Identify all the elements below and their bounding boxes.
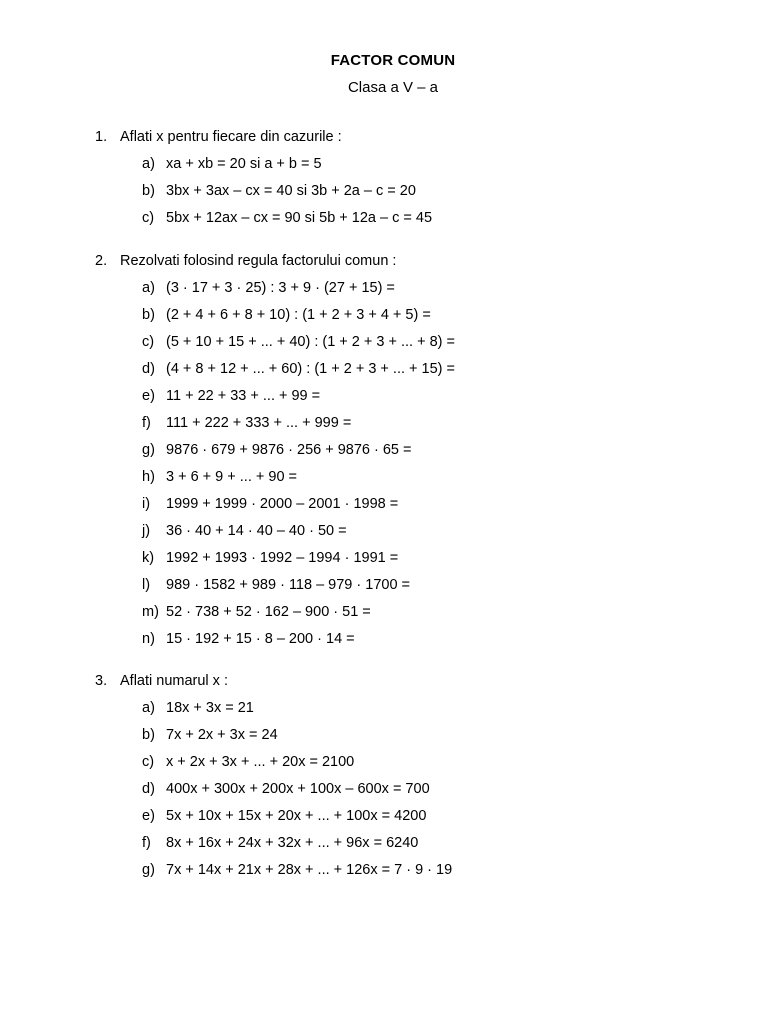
item-text: 400x + 300x + 200x + 100x – 600x = 700 bbox=[166, 781, 430, 797]
exercise-item bbox=[142, 835, 418, 851]
exercise-item bbox=[142, 550, 398, 566]
item-letter: k) bbox=[142, 550, 155, 566]
item-letter: a) bbox=[142, 700, 155, 716]
item-text: 7x + 2x + 3x = 24 bbox=[166, 727, 278, 743]
item-text: 9876 · 679 + 9876 · 256 + 9876 · 65 = bbox=[166, 442, 412, 458]
item-letter: d) bbox=[142, 781, 155, 797]
item-letter: f) bbox=[142, 415, 151, 431]
exercise-item bbox=[142, 781, 430, 797]
exercise-item bbox=[142, 577, 410, 593]
item-text: 5bx + 12ax – cx = 90 si 5b + 12a – c = 45 bbox=[166, 210, 433, 226]
item-letter: c) bbox=[142, 754, 155, 770]
exercise-item bbox=[142, 442, 412, 458]
exercise-item bbox=[142, 727, 278, 743]
exercise-item bbox=[142, 361, 455, 377]
exercise-item bbox=[142, 523, 347, 539]
section-heading-text: Rezolvati folosind regula factorului comun : bbox=[120, 253, 397, 269]
exercise-item bbox=[142, 631, 355, 647]
item-letter: f) bbox=[142, 835, 151, 851]
item-letter: h) bbox=[142, 469, 155, 485]
item-letter: c) bbox=[142, 334, 155, 350]
exercise-item bbox=[142, 156, 322, 172]
section-number: 3. bbox=[95, 673, 108, 689]
item-text: 3bx + 3ax – cx = 40 si 3b + 2a – c = 20 bbox=[166, 183, 416, 199]
item-text: x + 2x + 3x + ... + 20x = 2100 bbox=[166, 754, 355, 770]
item-letter: e) bbox=[142, 808, 155, 824]
item-letter: c) bbox=[142, 210, 155, 226]
item-letter: b) bbox=[142, 727, 155, 743]
section-heading-text: Aflati numarul x : bbox=[120, 673, 228, 689]
item-letter: b) bbox=[142, 183, 155, 199]
item-text: 36 · 40 + 14 · 40 – 40 · 50 = bbox=[166, 523, 347, 539]
item-letter: g) bbox=[142, 862, 155, 878]
item-letter: a) bbox=[142, 280, 155, 296]
item-text: 18x + 3x = 21 bbox=[166, 700, 254, 716]
section-1-heading bbox=[95, 129, 342, 145]
exercise-item bbox=[142, 604, 371, 620]
item-text: 1999 + 1999 · 2000 – 2001 · 1998 = bbox=[166, 496, 399, 512]
exercise-item bbox=[142, 280, 395, 296]
item-letter: m) bbox=[142, 604, 159, 620]
item-text: 5x + 10x + 15x + 20x + ... + 100x = 4200 bbox=[166, 808, 427, 824]
item-text: (4 + 8 + 12 + ... + 60) : (1 + 2 + 3 + ... + 15) = bbox=[166, 361, 455, 377]
exercise-item bbox=[142, 183, 416, 199]
item-letter: j) bbox=[142, 523, 151, 539]
page-subtitle: Clasa a V – a bbox=[347, 79, 439, 96]
exercise-item bbox=[142, 496, 398, 512]
exercise-item bbox=[142, 415, 351, 431]
section-heading-text: Aflati x pentru fiecare din cazurile : bbox=[120, 129, 342, 145]
exercise-item bbox=[142, 210, 432, 226]
item-text: 1992 + 1993 · 1992 – 1994 · 1991 = bbox=[166, 550, 399, 566]
section-number: 1. bbox=[95, 129, 108, 145]
page-title: FACTOR COMUN bbox=[330, 52, 456, 69]
exercise-item bbox=[142, 754, 354, 770]
item-text: 111 + 222 + 333 + ... + 999 = bbox=[166, 415, 352, 431]
exercise-item bbox=[142, 388, 320, 404]
item-text: 3 + 6 + 9 + ... + 90 = bbox=[166, 469, 298, 485]
exercise-item bbox=[142, 334, 455, 350]
item-text: (3 · 17 + 3 · 25) : 3 + 9 · (27 + 15) = bbox=[166, 280, 395, 296]
exercise-item bbox=[142, 307, 431, 323]
item-letter: g) bbox=[142, 442, 155, 458]
section-number: 2. bbox=[95, 253, 108, 269]
exercise-item bbox=[142, 700, 254, 716]
item-letter: n) bbox=[142, 631, 155, 647]
exercise-item bbox=[142, 862, 452, 878]
item-text: (5 + 10 + 15 + ... + 40) : (1 + 2 + 3 + ... + 8) = bbox=[166, 334, 455, 350]
item-letter: b) bbox=[142, 307, 155, 323]
section-2-heading bbox=[95, 253, 396, 269]
item-letter: i) bbox=[142, 496, 151, 512]
item-letter: a) bbox=[142, 156, 155, 172]
item-text: 989 · 1582 + 989 · 118 – 979 · 1700 = bbox=[166, 577, 411, 593]
item-text: (2 + 4 + 6 + 8 + 10) : (1 + 2 + 3 + 4 + 5) = bbox=[166, 307, 431, 323]
item-text: 11 + 22 + 33 + ... + 99 = bbox=[166, 388, 321, 404]
item-text: 15 · 192 + 15 · 8 – 200 · 14 = bbox=[166, 631, 355, 647]
item-text: 8x + 16x + 24x + 32x + ... + 96x = 6240 bbox=[166, 835, 419, 851]
section-3-heading bbox=[95, 673, 228, 689]
item-letter: e) bbox=[142, 388, 155, 404]
item-text: 52 · 738 + 52 · 162 – 900 · 51 = bbox=[166, 604, 371, 620]
item-letter: l) bbox=[142, 577, 151, 593]
item-letter: d) bbox=[142, 361, 155, 377]
exercise-item bbox=[142, 469, 297, 485]
item-text: 7x + 14x + 21x + 28x + ... + 126x = 7 · 9 · 19 bbox=[166, 862, 453, 878]
item-text: xa + xb = 20 si a + b = 5 bbox=[166, 156, 322, 172]
exercise-item bbox=[142, 808, 426, 824]
